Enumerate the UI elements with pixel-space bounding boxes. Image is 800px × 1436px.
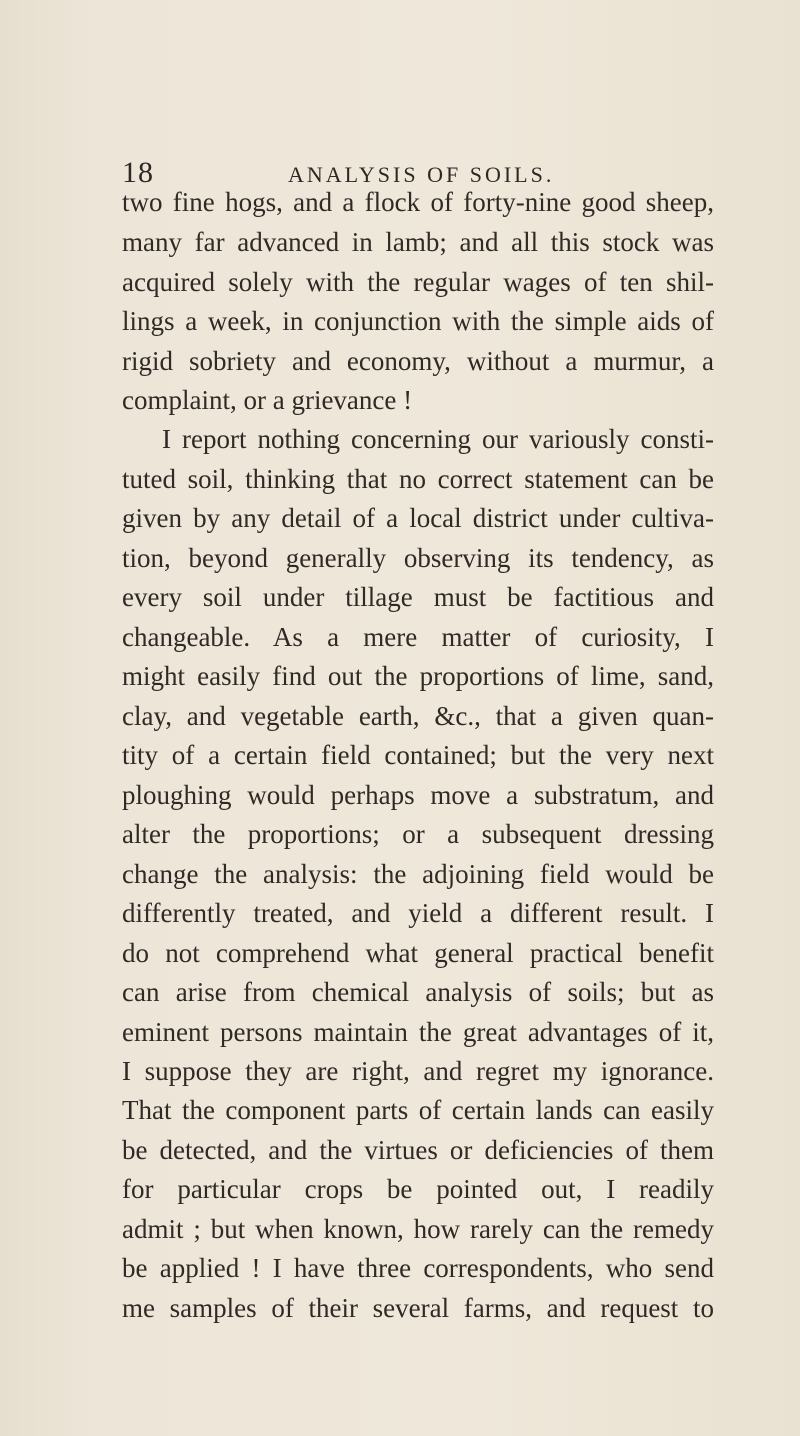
text-line: for particular crops be pointed out, I readily	[122, 1174, 714, 1204]
text-line: changeable. As a mere matter of curiosity, I	[122, 622, 714, 652]
text-line: do not comprehend what general practical benefit	[122, 938, 714, 968]
text-line: clay, and vegetable earth, &c., that a given quan-	[122, 701, 714, 731]
text-line: complaint, or a grievance !	[122, 385, 413, 415]
text-line: two fine hogs, and a flock of forty-nine good sheep,	[122, 187, 714, 217]
page-number: 18	[122, 156, 154, 189]
text-line: I report nothing concerning our variously consti-	[162, 424, 714, 454]
text-line: ploughing would perhaps move a substratum, and	[122, 780, 714, 810]
text-line: be detected, and the virtues or deficiencies of them	[122, 1135, 714, 1165]
text-line: alter the proportions; or a subsequent dressing	[122, 819, 714, 849]
text-line: differently treated, and yield a different result. I	[122, 898, 714, 928]
text-line: tuted soil, thinking that no correct statement can be	[122, 464, 714, 494]
text-line: given by any detail of a local district under cultiva-	[122, 503, 714, 533]
text-line: I suppose they are right, and regret my ignorance.	[122, 1056, 714, 1086]
text-line: acquired solely with the regular wages of ten shil-	[122, 267, 714, 297]
text-line: admit ; but when known, how rarely can the remedy	[122, 1214, 714, 1244]
text-line: That the component parts of certain lands can easily	[122, 1095, 714, 1125]
text-line: might easily find out the proportions of lime, sand,	[122, 661, 714, 691]
text-line: tion, beyond generally observing its tendency, as	[122, 543, 714, 573]
text-line: rigid sobriety and economy, without a murmur, a	[122, 346, 714, 376]
text-line: many far advanced in lamb; and all this stock was	[122, 227, 714, 257]
text-line: change the analysis: the adjoining field would be	[122, 859, 714, 889]
text-line: me samples of their several farms, and request to	[122, 1293, 714, 1323]
text-line: eminent persons maintain the great advantages of it,	[122, 1017, 714, 1047]
text-line: can arise from chemical analysis of soils; but as	[122, 977, 714, 1007]
text-line: every soil under tillage must be factitious and	[122, 582, 714, 612]
text-line: tity of a certain field contained; but the very next	[122, 740, 714, 770]
running-head: ANALYSIS OF SOILS.	[288, 162, 555, 187]
text-line: lings a week, in conjunction with the simple aids of	[122, 306, 714, 336]
text-line: be applied ! I have three correspondents, who send	[122, 1253, 714, 1283]
